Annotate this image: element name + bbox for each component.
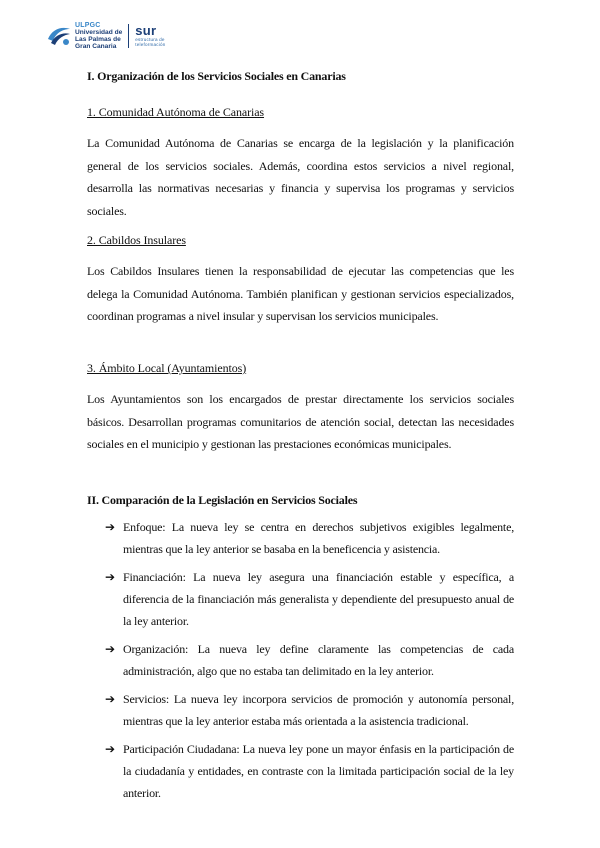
subsection-2-title: 2. Cabildos Insulares [87,233,186,247]
subsection-3-title: 3. Ámbito Local (Ayuntamientos) [87,361,247,375]
list-item-text: Financiación: La nueva ley asegura una financiación estable y específica, a diferencia de la financiación más generalista y dependiente del presupuesto anual de la ley anterior. [123,570,514,628]
sur-word: sur [135,23,157,38]
list-item-text: Participación Ciudadana: La nueva ley pone un mayor énfasis en la participación de la ciudadanía y entidades, en contraste con la limitada participación social de la ley anterior. [123,742,514,800]
list-item [105,566,514,632]
subsection-2-text: Los Cabildos Insulares tienen la responsabilidad de ejecutar las competencias que les delega la Comunidad Autónoma. También planifican y gestionan servicios especializados, coordinan programas a nivel insular y supervisan los servicios municipales. [87,264,514,323]
ulpgc-logo [46,22,122,50]
list-item [105,738,514,804]
ulpgc-emblem-icon [46,23,72,49]
sur-sub-2: teleformación [135,42,166,47]
header-logos [46,18,165,54]
list-item [105,638,514,682]
list-item-text: Enfoque: La nueva ley se centra en derechos subjetivos exigibles legalmente, mientras que la ley anterior se basaba en la beneficencia y asistencia. [123,520,514,556]
arrow-bullet-icon: ➔ [105,642,116,656]
list-item-text: Servicios: La nueva ley incorpora servicios de promoción y autonomía personal, mientras que la ley anterior estaba más orientada a la asistencia tradicional. [123,692,514,728]
arrow-bullet-icon: ➔ [105,692,116,706]
ulpgc-line-2: Las Palmas de [75,36,121,43]
subsection-1-title: 1. Comunidad Autónoma de Canarias [87,105,265,119]
ulpgc-line-3: Gran Canaria [75,43,117,50]
comparison-list [105,516,514,810]
list-item [105,688,514,732]
arrow-bullet-icon: ➔ [105,520,116,534]
sur-sub-1: estructura de [135,37,165,42]
ulpgc-brand: ULPGC [75,22,101,29]
section-2-title: II. Comparación de la Legislación en Servicios Sociales [87,493,358,507]
list-item [105,516,514,560]
arrow-bullet-icon: ➔ [105,742,116,756]
subsection-3-text: Los Ayuntamientos son los encargados de prestar directamente los servicios sociales básicos. Desarrollan programas comunitarios de atención social, detectan las necesidades sociales en el municipio y gestionan las prestaciones económicas municipales. [87,392,514,451]
list-item-text: Organización: La nueva ley define claramente las competencias de cada administración, algo que no estaba tan delimitado en la ley anterior. [123,642,514,678]
subsection-1-text: La Comunidad Autónoma de Canarias se encarga de la legislación y la planificación general de los servicios sociales. Además, coordina estos servicios a nivel regional, desarrolla las normativas necesarias y financia y supervisa los programas y servicios sociales. [87,136,514,218]
logo-divider [128,24,129,48]
ulpgc-line-1: Universidad de [75,29,123,36]
section-1-title: I. Organización de los Servicios Sociales en Canarias [87,69,346,83]
arrow-bullet-icon: ➔ [105,570,116,584]
sur-logo [135,25,165,47]
